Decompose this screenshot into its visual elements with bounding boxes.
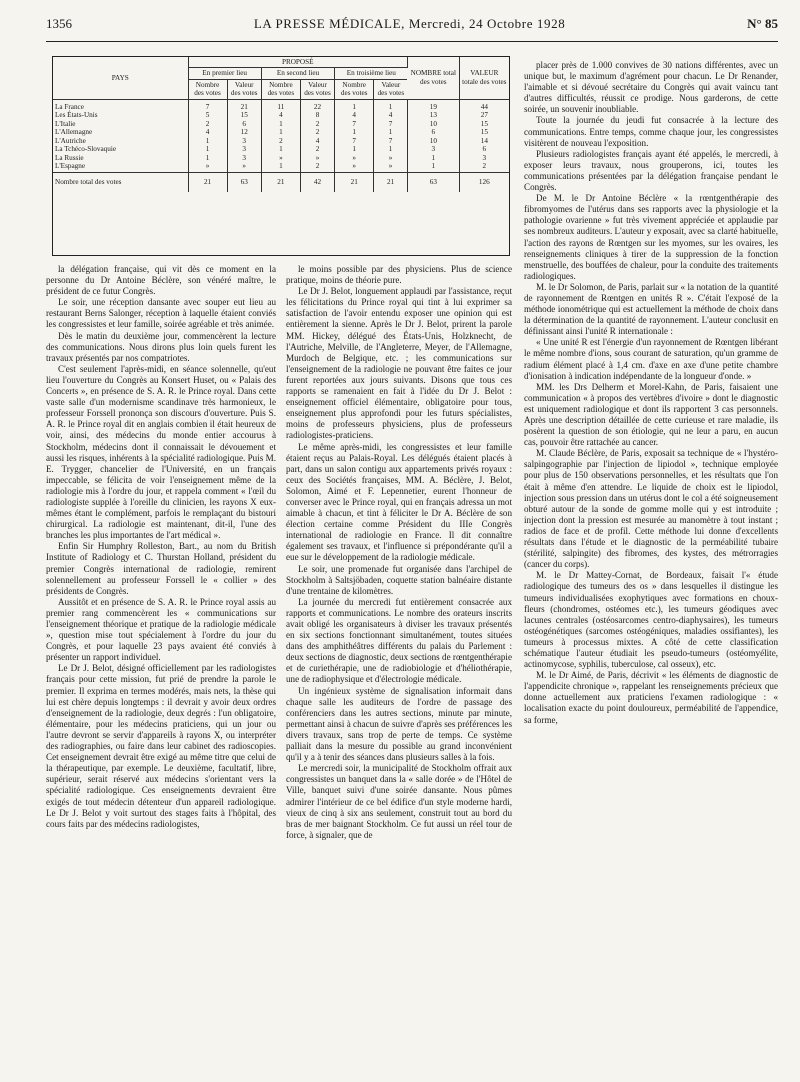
total-label: Nombre total des votes xyxy=(53,172,188,192)
paragraph: M. le Dr Aimé, de Paris, décrivit « les éléments de diagnostic de l'appendicite chronique », rappelant les renseignements précieux que donne actuellement aux praticiens l'examen radiologique : « localisation exacte du point douloureux, perméabilité de l'appendice, sa forme, xyxy=(524,670,778,725)
table-cell: 1 xyxy=(279,145,283,154)
page-body xyxy=(46,50,778,1074)
table-cell: 10 xyxy=(429,119,437,128)
value-column xyxy=(300,99,334,172)
total-cell: 21 xyxy=(261,172,300,192)
value-column xyxy=(261,99,300,172)
table-cell: 8 xyxy=(315,111,320,120)
table-cell: 1 xyxy=(388,102,393,111)
table-cell: 1 xyxy=(388,145,393,154)
page-header xyxy=(46,16,778,42)
journal-title: LA PRESSE MÉDICALE, Mercredi, 24 Octobre 1928 xyxy=(253,16,566,31)
table-cell: » xyxy=(352,153,356,162)
table-cell: 15 xyxy=(480,119,488,128)
table-cell: 10 xyxy=(429,136,437,145)
sub-head-valeur: Valeur des votes xyxy=(300,79,334,99)
table-cell: » xyxy=(388,162,393,171)
table-cell: 1 xyxy=(431,153,436,162)
paragraph: De M. le Dr Antoine Béclère « la rœntgenthérapie des fibromyomes de l'utérus dans ses rapports avec la physiologie et la pathologie ovarienne » fut très vivement appréciée et applaudie par ses nombreux auditeurs. L'auteur y exposait, avec sa clarté habituelle, l'action des rayons de Rœntgen sur les myomes, sur les ovaires, les renseignements cliniques à tirer de la suppression de la fonction menstruelle, des bouffées de chaleur, pour la conduite des traitements radiologiques. xyxy=(524,193,778,281)
table-cell: » xyxy=(242,162,246,171)
paragraph: M. le Dr Solomon, de Paris, parlait sur « la notation de la quantité de rayonnement de Rœntgen en unités R ». C'était l'exposé de la méthode ionométrique qui est actuellement la méthode de choix dans la détermination de la quantité de rayonnement. L'auteur conclusit en définissant ainsi l'unité R internationale : xyxy=(524,281,778,337)
table-cell: 44 xyxy=(480,102,488,111)
value-column xyxy=(335,99,374,172)
table-cell: 7 xyxy=(388,136,393,145)
paragraph: « Une unité R est l'énergie d'un rayonnement de Rœntgen libérant le même nombre d'ions, sous courant de saturation, qu'un gramme de radium élément placé à 1,4 cm. d'axe en axe d'une petite chambre d'ionisation à indication indépendante de la longueur d'onde. » xyxy=(524,337,778,381)
paragraph: Dès le matin du deuxième jour, commencèrent la lecture des communications. Nous dirons plus loin quels furent les travaux présentés par nos compatriotes. xyxy=(46,330,276,363)
table-cell: » xyxy=(388,153,393,162)
table-cell: 6 xyxy=(431,128,436,137)
table-cell: 2 xyxy=(315,162,320,171)
table-cell: 4 xyxy=(205,128,210,137)
table-cell: 2 xyxy=(482,162,487,171)
table-cell: 5 xyxy=(205,111,210,120)
paragraph: Aussitôt et en présence de S. A. R. le Prince royal assis au premier rang commencèrent les « communications sur l'enseignement théorique et pratique de la radiologie médicale », question mise tout spécialement à l'ordre du jour du Congrès, et pour laquelle 23 pays avaient été conviés à présenter un rapport individuel. xyxy=(46,596,276,663)
paragraph: la délégation française, qui vit dès ce moment en la personne du Dr Antoine Béclère, son vénéré maître, le président de ce futur Congrès. xyxy=(46,264,276,297)
sub-head-nombre: Nombre des votes xyxy=(188,79,227,99)
table-cell: 2 xyxy=(279,136,283,145)
paragraph: MM. les Drs Delherm et Morel-Kahn, de Paris, faisaient une communication « à propos des vertèbres d'ivoire » dont le diagnostic est uniquement radiologique et dont ils rapportent 3 cas personnels. Après une description détaillée de cette curieuse et rare maladie, ils posèrent la question de son étiologie, qui ne leur a paru, en aucun cas, pouvoir être rattachée au cancer. xyxy=(524,381,778,448)
col-head-total-value: VALEUR totale des votes xyxy=(459,57,509,99)
sub-head-valeur: Valeur des votes xyxy=(374,79,408,99)
paragraph: Le soir, une réception dansante avec souper eut lieu au restaurant Berns Salonger, réception à laquelle étaient conviés les congressistes et leur famille, soirée agréable et très animée. xyxy=(46,297,276,330)
table-cell: 15 xyxy=(240,111,248,120)
issue-number: N° 85 xyxy=(747,16,778,31)
table-cell: 12 xyxy=(240,128,248,137)
paragraph: La journée du mercredi fut entièrement consacrée aux rapports et communications. Le nombre des orateurs inscrits avait obligé les organisateurs à diviser les travaux présentés en six sections fonctionnant simultanément, toutes situées dans des amphithéâtres différents du palais du Parlement : deux sections de diagnostic, deux sections de rœntgenthérapie et de curiethérapie, une de radiobiologie et d'héliothérapie, une de radiophysique et d'électrologie médicale. xyxy=(286,596,512,685)
table-cell: 19 xyxy=(429,102,437,111)
table-cell: » xyxy=(205,162,210,171)
table-cell: 4 xyxy=(315,136,320,145)
table-cell: 2 xyxy=(315,128,320,137)
sub-head-nombre: Nombre des votes xyxy=(335,79,374,99)
table-cell: 6 xyxy=(242,119,246,128)
country-column xyxy=(53,99,188,172)
table-cell: 1 xyxy=(352,145,356,154)
table-cell: 11 xyxy=(277,102,285,111)
table-cell: 13 xyxy=(429,111,437,120)
table-body xyxy=(53,99,509,172)
paragraph: M. Claude Béclère, de Paris, exposait sa technique de « l'hystéro-salpingographie par l'injection de lipiodol », technique employée pour plus de 150 observations personnelles, et les résultats que l'on était à même d'en attendre. Le liquide de choix est le lipiodol, injection sous pression dans un utérus dont le col a été soigneusement obturé autour de la sonde de gomme molle qui y est introduite ; injection dont la pression est mesurée au manomètre à tout instant ; radios de face et de profil. Cette méthode lui donne d'excellents résultats dans l'étude et le diagnostic de la perméabilité tubaire (stérilité, salpingite) des fibromes, des kystes, des métrorragies (cancer du corps). xyxy=(524,448,778,570)
total-cell: 21 xyxy=(374,172,408,192)
table-cell: 4 xyxy=(352,111,356,120)
total-cell: 63 xyxy=(407,172,459,192)
page-number: 1356 xyxy=(46,16,72,31)
total-cell: 126 xyxy=(459,172,509,192)
country-name: L'Allemagne xyxy=(55,128,93,137)
total-cell: 21 xyxy=(188,172,227,192)
table-cell: 1 xyxy=(388,128,393,137)
votes-table xyxy=(52,56,510,256)
total-cell: 42 xyxy=(300,172,334,192)
paragraph: Le même après-midi, les congressistes et leur famille étaient reçus au Palais-Royal. Les délégués étaient placés à part, dans un salon contigu aux appartements privés royaux : ceux des Sociétés françaises, MM. A. Béclère, J. Belot, Solomon, Aimé et F. Lepennetier, eurent l'honneur de converser avec le Prince royal, qui en français adressa un mot aimable à chacun, et tint à féliciter le Dr A. Béclère de son élection certaine comme Président du IIIe Congrès international de radiologie en France. Il dit connaître également ses travaux, et l'influence si prépondérante qu'il a eue sur le développement de la radiologie médicale. xyxy=(286,441,512,563)
country-name: La Tchéco-Slovaquie xyxy=(55,145,117,154)
paragraph: Toute la journée du jeudi fut consacrée à la lecture des communications. Entre temps, comme chaque jour, les congressistes visitèrent de nouveau l'exposition. xyxy=(524,115,778,148)
table-cell: 1 xyxy=(205,153,210,162)
value-column xyxy=(374,99,408,172)
paragraph: M. le Dr Mattey-Cornat, de Bordeaux, faisait l'« étude radiologique des tumeurs des os » dans lesquelles il distingue les tumeurs individualisées exophytiques avec formations en choux-fleurs (chondromes, ostéomes etc.), les tumeurs géodiques avec lacunes centrales (ostéosarcomes centro-diaphysaires), les tumeurs ostéogénétiques (sarcomes ostéogéniques, maladies ossifiantes), les tumeurs à processus mixtes. A côté de cette classification schématique l'auteur étudiait les pseudo-tumeurs (ostéomyélite, actinomycose, syphilis, tuberculose, cal osseux), etc. xyxy=(524,570,778,670)
paragraph: Enfin Sir Humphry Rolleston, Bart., au nom du British Institute of Radiology et C. Thurstan Holland, président du premier Congrès international de radiologie, remirent solennellement au professeur Forssell le « collier » des présidents de Congrès. xyxy=(46,541,276,596)
table-cell: 1 xyxy=(205,136,210,145)
col-head-pays: PAYS xyxy=(53,57,188,99)
table-cell: 3 xyxy=(242,153,246,162)
country-name: L'Espagne xyxy=(55,162,86,171)
table-cell: 1 xyxy=(352,128,356,137)
table-cell: 1 xyxy=(279,162,283,171)
table-cell: 3 xyxy=(242,136,246,145)
paragraph: Plusieurs radiologistes français ayant été appelés, le mercredi, à exposer leurs travaux, nous grouperons, ici, toutes les communications présentées par la délégation française pendant le Congrès. xyxy=(524,148,778,193)
country-name: Les États-Unis xyxy=(55,111,98,120)
col-head-round1: En premier lieu xyxy=(188,68,261,79)
table-cell: 3 xyxy=(482,153,487,162)
value-column xyxy=(188,99,227,172)
table-cell: 7 xyxy=(352,136,356,145)
paragraph: Le soir, une promenade fut organisée dans l'archipel de Stockholm à Saltsjöbaden, coquette station balnéaire distante d'une trentaine de kilomètres. xyxy=(286,563,512,596)
total-cell: 63 xyxy=(227,172,261,192)
table-cell: 1 xyxy=(279,119,283,128)
table-cell: » xyxy=(279,153,283,162)
paragraph: Le mercredi soir, la municipalité de Stockholm offrait aux congressistes un banquet dans la « salle dorée » de l'Hôtel de Ville, banquet suivi d'une soirée dansante. Nous pûmes admirer l'intérieur de ce bel édifice d'un style moderne hardi, vieux de cinq à six ans seulement, construit tout au bord du bras de mer baignant Stockholm. Ce fut aussi un réel tour de force, à signaler, que de xyxy=(286,763,512,840)
table-cell: 15 xyxy=(480,128,488,137)
table-cell: » xyxy=(352,162,356,171)
table-cell: 1 xyxy=(279,128,283,137)
table-cell: 1 xyxy=(352,102,356,111)
country-name: L'Italie xyxy=(55,119,76,128)
country-name: L'Autriche xyxy=(55,136,86,145)
col-head-round2: En second lieu xyxy=(261,68,334,79)
text-column-2 xyxy=(286,264,512,1074)
table-cell: 4 xyxy=(388,111,393,120)
paragraph: Le Dr J. Belot, longuement applaudi par l'assistance, reçut les félicitations du Prince royal qui tint à lui exprimer sa satisfaction de l'avoir entendu exposer une opinion qui est entièrement la sienne. Après le Dr J. Belot, prirent la parole MM. Hickey, délégué des États-Unis, Holzknecht, de l'Autriche, Melville, de l'Angleterre, Meyer, de l'Allemagne, Murdoch de Belgique, etc. ; les communications sur l'enseignement de la radiologie ne pouvant être faites ce jour furent reportées aux jours suivants. Disons que tous ces rapports se ramenaient en fait à l'idée du Dr J. Belot : enseignement officiel élémentaire, obligatoire pour tous, enseignement plus approfondi pour les futurs spécialistes, moins de professeurs physiciens, plus de professeurs radiologistes-praticiens. xyxy=(286,286,512,441)
table-cell: 3 xyxy=(242,145,246,154)
country-name: La Russie xyxy=(55,153,84,162)
table-cell: 14 xyxy=(480,136,488,145)
total-cell: 21 xyxy=(335,172,374,192)
sub-head-valeur: Valeur des votes xyxy=(227,79,261,99)
table-cell: » xyxy=(315,153,320,162)
value-column xyxy=(407,99,459,172)
paragraph: C'est seulement l'après-midi, en séance solennelle, qu'eut lieu l'ouverture du Congrès au Konsert Huset, ou « Palais des Concerts », en présence de S. A. R. le Prince royal. Dans cette vaste salle d'un modernisme scandinave très harmonieux, le professeur Forssell prononça son discours d'ouverture. Puis S. A. R. le Prince royal dit en anglais combien il était heureux de voir, ainsi, des médecins du monde entier accourus à Stockholm, médecins dont il connaissait le dévouement et aussi les risques, inhérents à la spécialité radiologique. Puis M. E. Trygger, chancelier de l'Université, en un français impeccable, se félicita de voir l'enseignement même de la radiologie mis à l'ordre du jour, et rappela comment « l'œil du radiologiste supplée à l'oreille du clinicien, les rayons X eux-mêmes étant le complément, parfois le remplaçant du bistouri chirurgical. La radiologie est maintenant, dit-il, l'une des branches les plus importantes de l'art médical ». xyxy=(46,363,276,541)
col-head-propose: PROPOSÉ xyxy=(188,57,407,68)
paragraph: le moins possible par des physiciens. Plus de science pratique, moins de théorie pure. xyxy=(286,264,512,286)
col-head-round3: En troisième lieu xyxy=(335,68,408,79)
col-head-total-count: NOMBRE total des votes xyxy=(407,57,459,99)
value-column xyxy=(227,99,261,172)
paragraph: Un ingénieux système de signalisation informait dans chaque salle les auditeurs de l'ordre de passage des conférenciers dans les autres sections, minute par minute, permettant ainsi à chacun de suivre d'après ses préférences les divers travaux, sans trop de perte de temps. Ce système palliait dans la mesure du possible au grand inconvénient qu'il y a à tenir des séances dans plusieurs salles à la fois. xyxy=(286,685,512,763)
table-cell: 7 xyxy=(352,119,356,128)
table-cell: 7 xyxy=(205,102,210,111)
table-cell: 2 xyxy=(315,119,320,128)
table-cell: 2 xyxy=(315,145,320,154)
table-cell: 7 xyxy=(388,119,393,128)
paragraph: Le Dr J. Belot, désigné officiellement par les radiologistes français pour cette mission, fut prié de prendre la parole le premier. Il exprima en termes modérés, mais nets, la thèse qui lui est chère depuis longtemps : il devrait y avoir deux ordres d'enseignement de la radiologie, deux degrés : l'un obligatoire, élémentaire, pour les médecins praticiens, qui un jour ou l'autre devront se servir d'appareils à rayons X, ou interpréter des radiographies, ou faire dans leur cabinet des radioscopies. Cet enseignement devrait être exigé au même titre que celui de la thérapeutique, par exemple. Le deuxième, facultatif, libre, supérieur, serait réservé aux médecins s'orientant vers la spécialité radiologique. Ces enseignements devraient être exigés de tout médecin détenteur d'un appareil radiologique. Le Dr J. Belot y voit surtout des stages faits à l'hôpital, des cours faits par des médecins radiologistes, xyxy=(46,663,276,829)
table-cell: 27 xyxy=(480,111,488,120)
text-column-3 xyxy=(524,60,778,1074)
table-cell: 6 xyxy=(482,145,487,154)
country-name: La France xyxy=(55,102,84,111)
table-cell: 1 xyxy=(431,162,436,171)
table-cell: 1 xyxy=(205,145,210,154)
value-column xyxy=(459,99,509,172)
text-column-1 xyxy=(46,264,276,1074)
sub-head-nombre: Nombre des votes xyxy=(261,79,300,99)
table-cell: 3 xyxy=(431,145,436,154)
table-cell: 2 xyxy=(205,119,210,128)
table-cell: 21 xyxy=(240,102,248,111)
table-cell: 4 xyxy=(279,111,283,120)
paragraph: placer près de 1.000 convives de 30 nations différentes, avec un unique but, le maximum d'agrément pour chacun. Le Dr Renander, l'aimable et si dévoué secrétaire du Congrès qui avait vaincu tant d'autres difficultés, réussit ce prodige. Nous garderons, de cette soirée, un souvenir inoubliable. xyxy=(524,60,778,115)
table-cell: 22 xyxy=(313,102,322,111)
